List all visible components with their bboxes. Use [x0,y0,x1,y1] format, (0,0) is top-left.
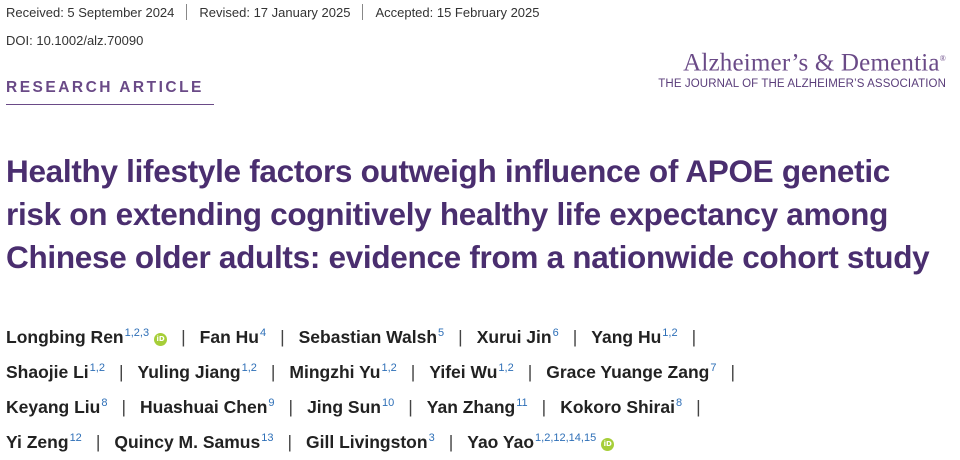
author-name-text: Yang Hu [591,327,662,347]
author-name[interactable] [546,362,716,382]
author-separator: | [270,362,276,382]
affiliation-superscript[interactable]: 1,2,3 [124,327,150,340]
author-name-text: Keyang Liu [6,397,101,417]
affiliation-superscript[interactable]: 1,2 [498,362,514,375]
affiliation-superscript[interactable]: 1,2 [89,362,105,375]
author-separator: | [696,397,701,417]
history-dates [6,4,540,20]
doi[interactable]: DOI: 10.1002/alz.70090 [6,33,144,48]
author-separator: | [280,327,285,347]
date-divider [362,4,363,20]
author-name[interactable] [477,327,559,347]
author-name-text: Mingzhi Yu [289,362,381,382]
author-name[interactable] [467,432,614,452]
affiliation-superscript[interactable]: 12 [69,432,82,445]
affiliation-superscript[interactable]: 5 [438,327,445,340]
author-separator: | [448,432,454,452]
affiliation-superscript[interactable]: 1,2 [662,327,678,340]
registered-mark: ® [939,54,946,63]
received-date: Received: 5 September 2024 [6,4,175,20]
affiliation-superscript[interactable]: 1,2 [241,362,257,375]
author-separator: | [408,397,413,417]
journal-name: Alzheimer’s & Dementia® [683,49,946,77]
author-name-text: Kokoro Shirai [560,397,675,417]
orcid-icon[interactable]: iD [154,333,167,346]
author-name[interactable] [6,432,82,452]
author-name[interactable] [306,432,435,452]
author-name-text: Huashuai Chen [140,397,268,417]
author-name[interactable] [6,397,107,417]
orcid-icon[interactable]: iD [601,438,614,451]
affiliation-superscript[interactable]: 6 [552,327,559,340]
journal-subtitle: THE JOURNAL OF THE ALZHEIMER’S ASSOCIATION [658,78,946,91]
author-name[interactable] [6,362,105,382]
affiliation-superscript[interactable]: 8 [101,397,108,410]
author-separator: | [572,327,578,347]
author-name-text: Grace Yuange Zang [546,362,710,382]
author-name-text: Quincy M. Samus [114,432,261,452]
affiliation-superscript[interactable]: 13 [261,432,274,445]
author-separator: | [527,362,533,382]
affiliation-superscript[interactable]: 1,2 [381,362,397,375]
author-name[interactable] [200,327,266,347]
author-separator: | [410,362,416,382]
author-name-text: Sebastian Walsh [298,327,438,347]
author-name[interactable] [591,327,677,347]
author-name[interactable] [114,432,273,452]
author-separator: | [118,362,124,382]
article-title: Healthy lifestyle factors outweigh influence of APOE genetic risk on extending cognitively healthy life expectancy among Chinese older adults: evidence from a nationwide cohort study [6,153,930,275]
affiliation-superscript[interactable]: 11 [516,397,528,410]
author-name-text: Longbing Ren [6,327,124,347]
author-name-text: Yifei Wu [429,362,498,382]
author-separator: | [288,397,294,417]
author-name-text: Yan Zhang [426,397,516,417]
article-type: RESEARCH ARTICLE [6,79,204,96]
date-divider [186,4,187,20]
author-separator: | [691,327,697,347]
author-name[interactable] [299,327,445,347]
affiliation-superscript[interactable]: 8 [675,397,683,410]
author-name-text: Shaojie Li [6,362,89,382]
author-name-text: Fan Hu [199,327,259,347]
author-name-text: Yi Zeng [6,432,69,452]
author-name-text: Yao Yao [467,432,535,452]
article-type-underline [6,104,214,105]
author-name[interactable] [427,397,528,417]
author-separator: | [95,432,101,452]
author-name[interactable] [560,397,682,417]
author-name-text: Gill Livingston [306,432,428,452]
affiliation-superscript[interactable]: 1,2,12,14,15 [535,432,597,445]
author-name-text: Xurui Jin [476,327,552,347]
accepted-date: Accepted: 15 February 2025 [375,4,540,20]
affiliation-superscript[interactable]: 10 [381,397,395,410]
author-separator: | [287,432,293,452]
author-name[interactable] [140,397,275,417]
author-separator: | [121,397,126,417]
author-separator: | [181,327,186,347]
author-separator: | [730,362,735,382]
author-name[interactable] [138,362,257,382]
revised-date: Revised: 17 January 2025 [199,4,351,20]
affiliation-superscript[interactable]: 4 [259,327,267,340]
author-name[interactable] [6,327,167,347]
author-name-text: Jing Sun [307,397,381,417]
author-name[interactable] [429,362,513,382]
author-separator: | [458,327,463,347]
affiliation-superscript[interactable]: 7 [710,362,717,375]
author-separator: | [541,397,547,417]
author-name[interactable] [289,362,396,382]
author-list [6,320,956,460]
affiliation-superscript[interactable]: 9 [268,397,275,410]
affiliation-superscript[interactable]: 3 [428,432,435,445]
author-name[interactable] [307,397,394,417]
author-name-text: Yuling Jiang [137,362,241,382]
journal-logo [658,46,946,90]
